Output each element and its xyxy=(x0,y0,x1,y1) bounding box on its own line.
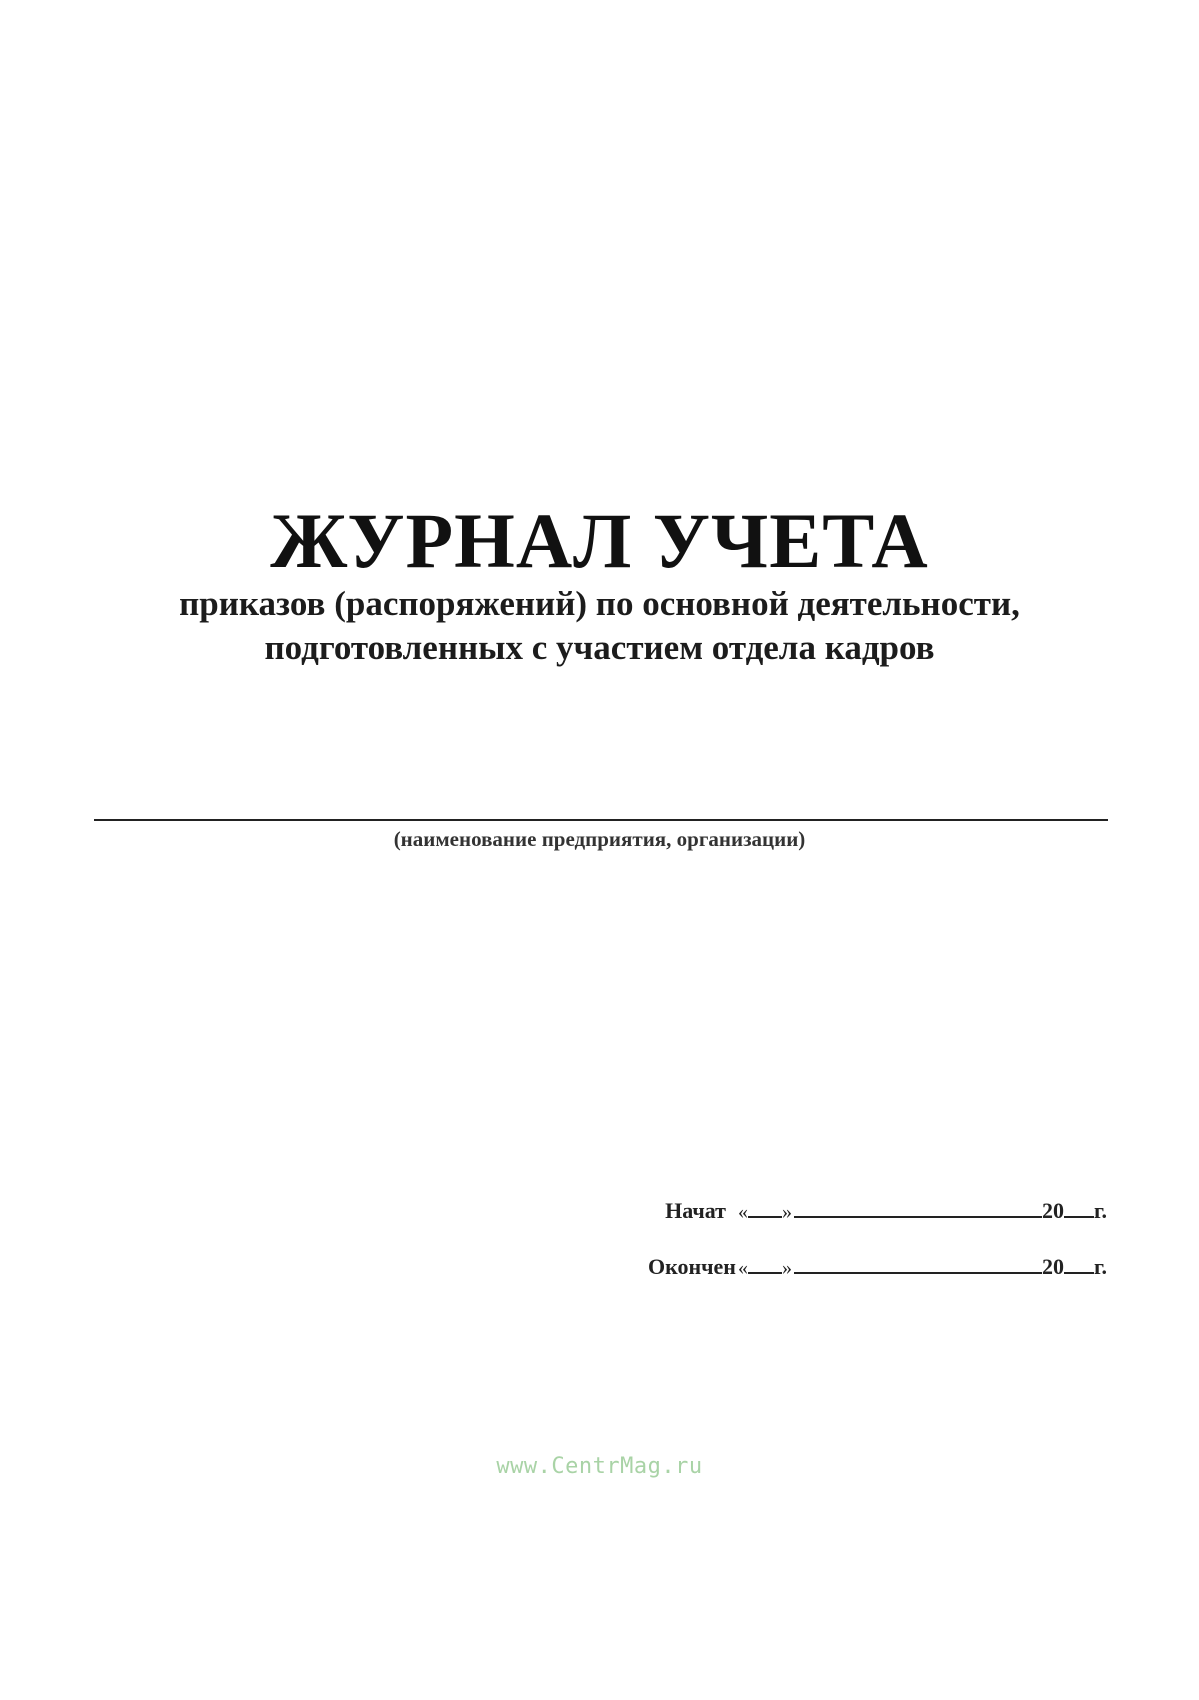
day-blank xyxy=(748,1200,782,1218)
started-label: Начат xyxy=(665,1198,726,1223)
finished-label: Окончен xyxy=(647,1254,736,1279)
quote-close: » xyxy=(781,1201,792,1223)
year-suffix: г. xyxy=(1093,1254,1107,1279)
year-prefix: 20 xyxy=(1041,1198,1064,1223)
organization-caption: (наименование предприятия, организации) xyxy=(393,827,806,851)
year-prefix: 20 xyxy=(1041,1254,1064,1279)
finished-date-row xyxy=(648,1254,1107,1280)
year-blank xyxy=(1064,1200,1094,1218)
quote-open: « xyxy=(737,1201,748,1223)
quote-close: » xyxy=(781,1257,792,1279)
subtitle-line-2: подготовленных с участием отдела кадров xyxy=(264,628,935,667)
day-blank xyxy=(748,1256,782,1274)
site-watermark: www.CentrMag.ru xyxy=(496,1454,703,1479)
month-blank xyxy=(794,1200,1042,1218)
month-blank xyxy=(794,1256,1042,1274)
main-title: ЖУРНАЛ УЧЕТА xyxy=(270,497,929,584)
title-block xyxy=(0,497,1199,670)
year-suffix: г. xyxy=(1093,1198,1107,1223)
started-date-row xyxy=(665,1198,1107,1224)
subtitle-line-1: приказов (распоряжений) по основной деятельности, xyxy=(179,584,1020,623)
year-blank xyxy=(1064,1256,1094,1274)
organization-name-line xyxy=(94,819,1108,821)
quote-open: « xyxy=(737,1257,748,1279)
